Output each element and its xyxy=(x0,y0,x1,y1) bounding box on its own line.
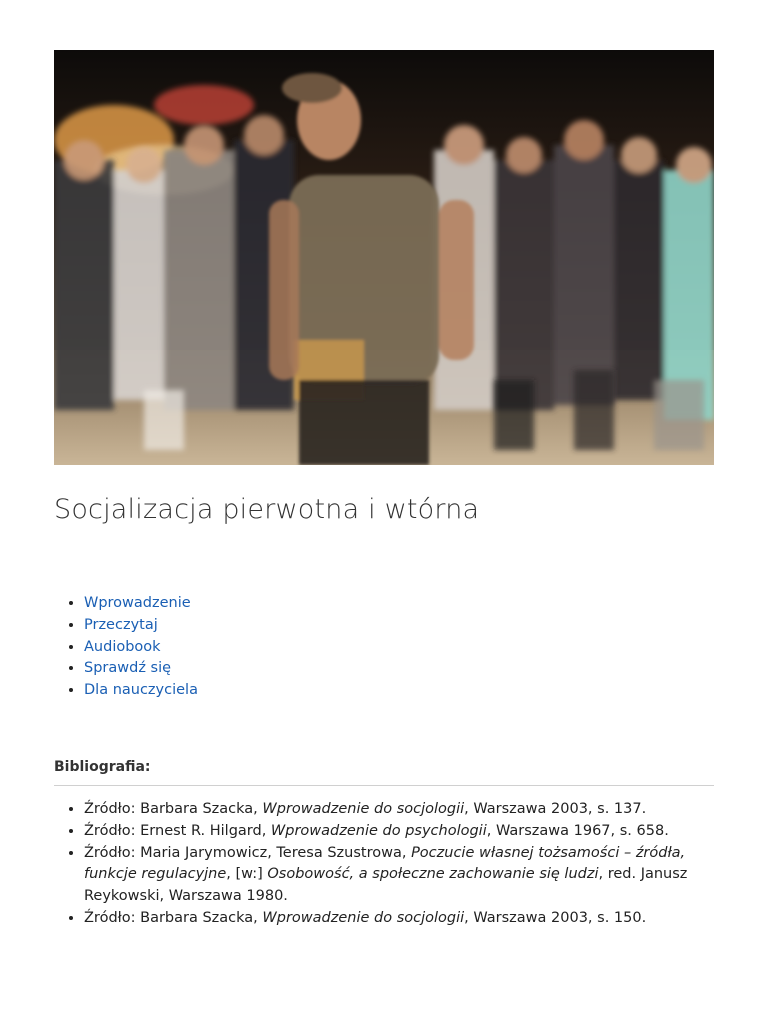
divider xyxy=(54,785,714,786)
hero-image xyxy=(54,50,714,465)
entry-in: , [w:] xyxy=(226,866,268,883)
nav-link-dla-nauczyciela[interactable]: Dla nauczyciela xyxy=(84,682,198,699)
entry-details: , Warszawa 2003, s. 137. xyxy=(464,801,647,817)
bibliography-list xyxy=(54,799,724,930)
section-nav xyxy=(54,593,198,702)
nav-item-przeczytaj xyxy=(84,615,198,637)
entry-details: , Warszawa 1967, s. 658. xyxy=(486,822,669,839)
bibliography-entry xyxy=(84,799,724,821)
entry-author: Źródło: Ernest R. Hilgard, xyxy=(84,822,271,839)
nav-link-przeczytaj[interactable]: Przeczytaj xyxy=(84,616,158,633)
page-title: Socjalizacja pierwotna i wtórna xyxy=(54,494,480,525)
entry-title: Wprowadzenie do psychologii xyxy=(270,822,487,839)
bibliography-entry xyxy=(84,843,724,908)
crowd-photo xyxy=(54,50,714,465)
nav-item-sprawdz-sie xyxy=(84,658,198,680)
nav-link-sprawdz-sie[interactable]: Sprawdź się xyxy=(84,660,172,677)
bibliography-entry xyxy=(84,821,724,843)
entry-title: Wprowadzenie do socjologii xyxy=(262,909,465,926)
bibliography-entry xyxy=(84,908,724,930)
entry-collection-title: Osobowość, a społeczne zachowanie się ludzi xyxy=(267,866,599,883)
entry-details: , Warszawa 2003, s. 150. xyxy=(464,909,647,926)
entry-author: Źródło: Maria Jarymowicz, Teresa Szustrowa, xyxy=(84,844,412,861)
bibliography-heading: Bibliografia: xyxy=(54,759,151,775)
entry-author: Źródło: Barbara Szacka, xyxy=(84,909,263,926)
nav-link-audiobook[interactable]: Audiobook xyxy=(84,638,161,655)
nav-item-audiobook xyxy=(84,637,198,659)
nav-item-dla-nauczyciela xyxy=(84,680,198,702)
nav-link-wprowadzenie[interactable]: Wprowadzenie xyxy=(84,595,191,611)
entry-author: Źródło: Barbara Szacka, xyxy=(84,801,263,817)
entry-details: , red. Janusz Reykowski, Warszawa 1980. xyxy=(84,866,688,905)
nav-item-wprowadzenie xyxy=(84,593,198,615)
entry-title: Poczucie własnej tożsamości – źródła, funkcje regulacyjne xyxy=(84,844,686,883)
entry-title: Wprowadzenie do socjologii xyxy=(262,801,465,817)
